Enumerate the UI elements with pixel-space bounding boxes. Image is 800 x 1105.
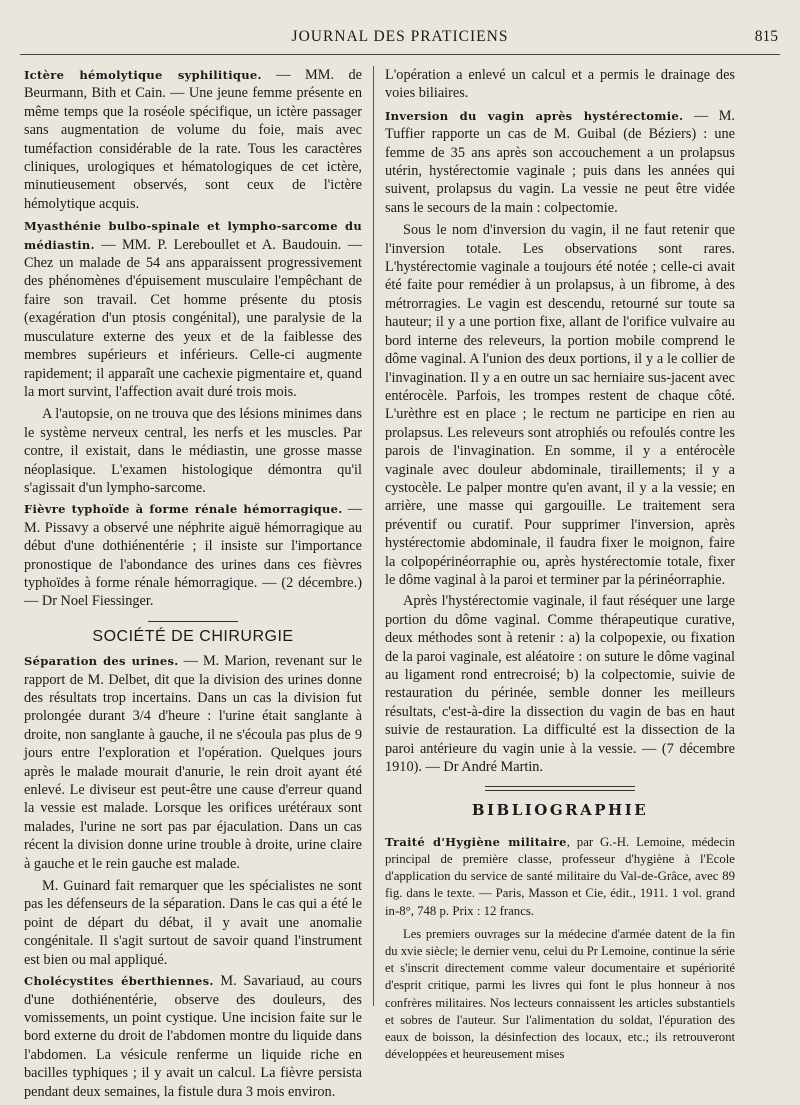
article-text: — MM. de Beurmann, Bith et Cain. — Une jeune femme présente en même temps que la roséole spécifique, un ictère passager sans augmentation de volume du foie, mais avec tuméfaction considérable de la rate. Tous les caractères cliniques, urologiques et hématologiques de cet ictère, minutieusement observés, sont ceux de l'ictère hémolytique acquis.	[24, 67, 362, 212]
article-title: Inversion du vagin après hystérectomie.	[385, 108, 684, 123]
article-title: Séparation des urines.	[24, 654, 179, 669]
article-cholecystitis	[24, 972, 362, 1101]
right-column	[385, 66, 735, 1063]
article-urine-separation	[24, 652, 362, 873]
article-title: Myasthénie bulbo-spinale et lympho-sarcome du médiastin.	[24, 219, 362, 252]
book-title: Traité d'Hygiène militaire	[385, 834, 567, 849]
article-title: Fièvre typhoïde à forme rénale hémorragique.	[24, 502, 343, 517]
section-rule	[148, 621, 238, 622]
article-title: Ictère hémolytique syphilitique.	[24, 68, 262, 82]
paragraph: L'opération a enlevé un calcul et a permis le drainage des voies biliaires.	[385, 67, 735, 102]
article-title: Cholécystites éberthiennes.	[24, 974, 214, 989]
book-review: Les premiers ouvrages sur la médecine d'armée datent de la fin du xvie siècle; le dernier venu, celui du Pr Lemoine, continue la série et s'inscrit directement comme valeur documentaire et supériorité d'esprit critique, parmi les livres qui font le plus honneur à nos confrères militaires. Nos lecteurs connaissent les articles substantiels et sobres de l'auteur. Sur l'alimentation du soldat, l'épuration des eaux de boisson, la désinfection des locaux, etc.; ils retrouveront développées et heureusement mises	[385, 926, 735, 1062]
paragraph: A l'autopsie, on ne trouva que des lésions minimes dans le système nerveux central, les nerfs et les muscles. Par contre, il existait, dans le médiastin, une grosse masse néoplasique. L'examen histologique démontra qu'il s'agissait d'un lympho-sarcome.	[24, 406, 362, 496]
article-myasthenia	[24, 217, 362, 401]
article-text: — M. Tuffier rapporte un cas de M. Guibal (de Béziers) : une femme de 35 ans après son accouchement a un prolapsus utérin, hystérectomie vaginale ; puis dans les années qui suivent, prolapsus du vagin. La vessie ne peut être vidée sans le secours de la main : colpectomie.	[385, 107, 735, 216]
book-details: , par G.-H. Lemoine, médecin principal de première classe, professeur d'hygiène à l'Ecole d'application du service de santé militaire du Val-de-Grâce, avec 89 fig. dans le texte. — Paris, Masson et Cie, édit., 1911. 1 vol. grand in-8°, 748 p. Prix : 12 francs.	[385, 834, 735, 918]
bibliography-title: BIBLIOGRAPHIE	[471, 801, 649, 820]
paragraph: Après l'hystérectomie vaginale, il faut réséquer une large portion du dôme vaginal. Comme thérapeutique curative, deux méthodes sont à retenir : a) la colpopexie, ou fixation de la paroi vaginale, est aléatoire : on suture le dôme vaginal au ligament rond entrecroisé; b) la colpectomie, suivie de restauration du périnée, semble donner les meilleurs résultats, c'est-à-dire la dissection du vagin de bas en haut suivie de restauration. La difficulté est la dissection de la paroi antérieure du vagin unie à la vessie. — (7 décembre 1910). — Dr André Martin.	[385, 593, 735, 776]
article-text: — M. Marion, revenant sur le rapport de M. Delbet, dit que la division des urines donne des résultats trop incertains. Dans un cas la division fut prolongée durant 3/4 d'heure : l'urine était sanglante à droite, non sanglante à gauche, il ne s'écoula pas plus de 9 jours entre l'exploration et l'opération. Quelques jours après le malade mourait d'anurie, le rein droit ayant été enlevé. Le diviseur est peut-être une cause d'erreur quand la vessie est malade. Lorsque les orifices urétéraux sont malades, l'urine ne sort pas par éjaculation. Dans un cas récent la division donne urine trouble à droite, urine claire à gauche et le rein gauche est malade.	[24, 653, 362, 872]
left-column	[24, 66, 362, 1105]
page-header	[20, 28, 780, 55]
article-text: — MM. P. Lereboullet et A. Baudouin. — Chez un malade de 54 ans apparaissent progressivement des phénomènes d'épuisement musculaire l'empêchant de faire son travail. Cet homme présente du ptosis (exagération d'un ptosis congénital), une paralysie de la musculature externe des yeux et de la faiblesse des membres supérieurs et inférieurs. Celle-ci augmente rapidement; il apparaît une cachexie pigmentaire et, quand la mort survint, l'affection avait duré trois mois.	[24, 236, 362, 400]
article-vaginal-inversion	[385, 107, 735, 217]
article-text: — M. Pissavy a observé une néphrite aiguë hémorragique au début d'une dothiénentérie ; il insiste sur l'importance pronostique de l'abondance des urines dans ces fièvres typhoïdes à forme rénale hémorragique. — (2 décembre.) — Dr Noel Fiessinger.	[24, 501, 363, 610]
journal-title: JOURNAL DES PRATICIENS	[291, 28, 509, 45]
paragraph: M. Guinard fait remarquer que les spécialistes ne sont pas les défenseurs de la séparation. Dans le cas qui a été le point de départ du débat, il y avait une anomalie congénitale. Il s'agit surtout de savoir quand l'instrument est bien ou mal appliqué.	[24, 878, 362, 968]
article-typhoid	[24, 500, 362, 610]
column-divider	[373, 66, 374, 1006]
page-number: 815	[754, 28, 778, 45]
article-icterus	[24, 66, 362, 213]
article-text: M. Savariaud, au cours d'une dothiénentérie, observe des douleurs, des vomissements, un point cystique. Une incision faite sur le bord externe du droit de l'abdomen montre du liquide dans l'abdomen. La vésicule renferme un liquide riche en bacilles typhiques ; il y avait un calcul. La fièvre persista pendant deux semaines, la fistule dura 3 mois environ.	[24, 973, 362, 1100]
section-title: SOCIÉTÉ DE CHIRURGIE	[92, 627, 294, 645]
paragraph: Sous le nom d'inversion du vagin, il ne faut retenir que l'inversion totale. Les observations sont rares. L'hystérectomie vaginale a toujours été notée ; celle-ci avait été faite pour remédier à un prolapsus, à un fibrome, à des métrorragies. Le vagin est descendu, retourné sur toute sa hauteur; il y a une portion fixe, allant de l'orifice vulvaire au bord interne des releveurs, la portion mobile comprend le dôme vaginal. A l'union des deux portions, il y a le collier de l'invagination. Il y a en outre un sac herniaire sus-jacent avec entérocèle. Parfois, les trompes restent de chaque côté. L'urèthre est en place ; le rectum ne participe en rien au prolapsus. Les releveurs sont atrophiés ou refoulés contre les parois de l'invagination. En somme, il y a entérocèle vaginale avec douleur abdominale, tiraillements; il y a cystocèle. Le palper montre qu'en avant, il y a la vessie; en arrière, une masse qui gargouille. Le traitement sera préventif ou curatif. Pour supprimer l'inversion, après hystérectomie abdominale, il faudra fixer le moignon, faire la colpopérinéorraphie ou, après hystérectomie totale, fixer le dôme vaginal à la paroi et terminer par la périnéorraphie.	[385, 222, 735, 588]
bibliography-entry	[385, 834, 735, 920]
bibliography-rule	[485, 786, 635, 791]
